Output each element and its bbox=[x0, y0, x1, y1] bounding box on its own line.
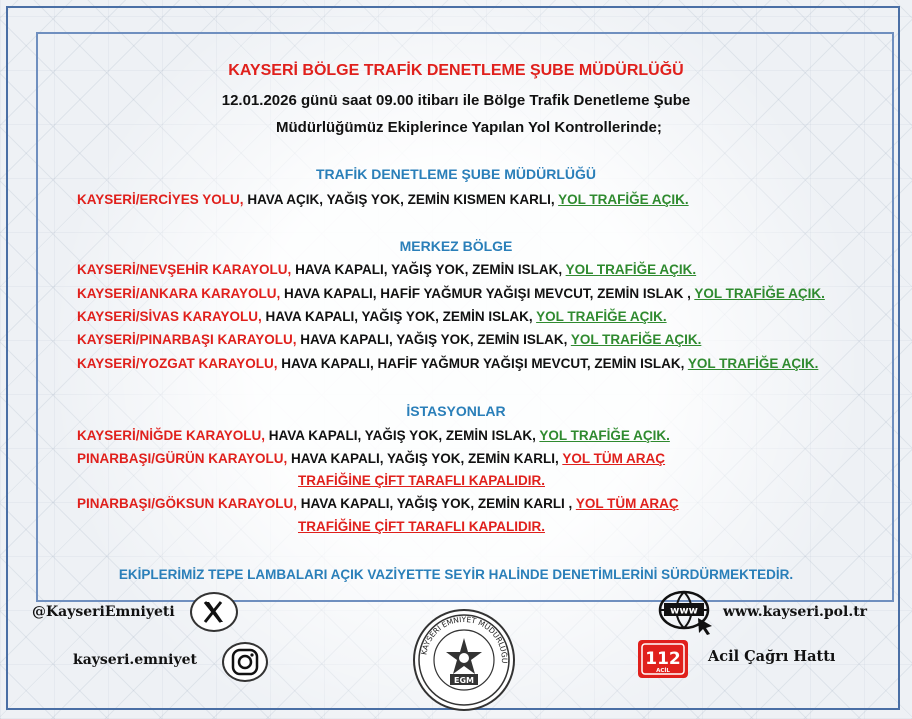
page-title: KAYSERİ BÖLGE TRAFİK DENETLEME ŞUBE MÜDÜRLÜĞÜ bbox=[228, 62, 684, 79]
closing-statement: EKİPLERİMİZ TEPE LAMBALARI AÇIK VAZİYETTE SEYİR HALİNDE DENETİMLERİNİ SÜRDÜRMEKTEDİR. bbox=[118, 567, 794, 582]
road-name: KAYSERİ/PINARBAŞI KARAYOLU, bbox=[77, 332, 297, 347]
road-name: KAYSERİ/ERCİYES YOLU, bbox=[77, 192, 244, 207]
road-status-continued: TRAFİĞİNE ÇİFT TARAFLI KAPALIDIR. bbox=[298, 473, 545, 488]
road-name: KAYSERİ/NİĞDE KARAYOLU, bbox=[77, 428, 266, 443]
road-status: YOL TRAFİĞE AÇIK. bbox=[687, 356, 819, 371]
instagram-icon[interactable] bbox=[222, 642, 268, 682]
road-row bbox=[77, 451, 665, 466]
website-link[interactable]: www.kayseri.pol.tr bbox=[723, 604, 868, 620]
www-label: www bbox=[670, 605, 698, 617]
hotline-label: Acil Çağrı Hattı bbox=[708, 648, 836, 665]
section-heading-merkez: MERKEZ BÖLGE bbox=[399, 238, 513, 254]
road-status-continued: TRAFİĞİNE ÇİFT TARAFLI KAPALIDIR. bbox=[298, 519, 545, 534]
road-name: PINARBAŞI/GÖKSUN KARAYOLU, bbox=[77, 496, 298, 511]
intro-line-2: Müdürlüğümüz Ekiplerince Yapılan Yol Kontrollerinde; bbox=[276, 119, 662, 136]
police-emblem-logo bbox=[412, 608, 516, 712]
emergency-112-icon bbox=[636, 638, 690, 682]
road-status: YOL TRAFİĞE AÇIK. bbox=[565, 262, 697, 277]
road-status: YOL TÜM ARAÇ bbox=[575, 496, 679, 511]
road-conditions: HAVA KAPALI, HAFİF YAĞMUR YAĞIŞI MEVCUT, ZEMİN ISLAK , bbox=[280, 286, 695, 301]
road-row bbox=[77, 286, 825, 301]
hotline-sub: ACİL bbox=[656, 668, 670, 674]
twitter-handle[interactable]: @KayseriEmniyeti bbox=[32, 604, 175, 620]
globe-cursor-icon[interactable] bbox=[656, 588, 716, 636]
road-conditions: HAVA KAPALI, YAĞIŞ YOK, ZEMİN ISLAK, bbox=[265, 428, 540, 443]
road-row bbox=[77, 262, 696, 277]
road-name: KAYSERİ/SİVAS KARAYOLU, bbox=[77, 309, 262, 324]
road-row-continued bbox=[298, 473, 545, 488]
road-name: KAYSERİ/NEVŞEHİR KARAYOLU, bbox=[77, 262, 292, 277]
road-status: YOL TRAFİĞE AÇIK. bbox=[558, 192, 689, 207]
road-name: KAYSERİ/ANKARA KARAYOLU, bbox=[77, 286, 281, 301]
road-name: PINARBAŞI/GÜRÜN KARAYOLU, bbox=[77, 451, 288, 466]
road-row bbox=[77, 428, 670, 443]
road-row bbox=[77, 332, 701, 347]
logo-ring-text: KAYSERİ EMNİYET MÜDÜRLÜĞÜ bbox=[419, 614, 510, 664]
section-heading-tdsm: TRAFİK DENETLEME ŞUBE MÜDÜRLÜĞÜ bbox=[316, 166, 596, 182]
road-conditions: HAVA KAPALI, YAĞIŞ YOK, ZEMİN ISLAK, bbox=[261, 309, 537, 324]
road-row bbox=[77, 192, 689, 207]
road-status: YOL TRAFİĞE AÇIK. bbox=[570, 332, 702, 347]
road-conditions: HAVA KAPALI, YAĞIŞ YOK, ZEMİN ISLAK, bbox=[291, 262, 566, 277]
section-heading-istasyonlar: İSTASYONLAR bbox=[406, 403, 506, 419]
road-name: KAYSERİ/YOZGAT KARAYOLU, bbox=[77, 356, 278, 371]
road-conditions: HAVA KAPALI, HAFİF YAĞMUR YAĞIŞI MEVCUT, ZEMİN ISLAK, bbox=[277, 356, 688, 371]
road-status: YOL TRAFİĞE AÇIK. bbox=[539, 428, 670, 443]
instagram-icon-svg bbox=[224, 644, 266, 680]
road-conditions: HAVA KAPALI, YAĞIŞ YOK, ZEMİN KARLI, bbox=[287, 451, 563, 466]
logo-egm-text: EGM bbox=[454, 676, 474, 685]
hotline-number: 112 bbox=[645, 649, 681, 669]
road-row bbox=[77, 496, 679, 511]
instagram-handle[interactable]: kayseri.emniyet bbox=[73, 652, 197, 668]
road-status: YOL TRAFİĞE AÇIK. bbox=[694, 286, 825, 301]
road-conditions: HAVA KAPALI, YAĞIŞ YOK, ZEMİN KARLI , bbox=[297, 496, 576, 511]
road-row bbox=[77, 309, 667, 324]
road-row-continued bbox=[298, 519, 545, 534]
road-conditions: HAVA AÇIK, YAĞIŞ YOK, ZEMİN KISMEN KARLI, bbox=[243, 192, 559, 207]
road-conditions: HAVA KAPALI, YAĞIŞ YOK, ZEMİN ISLAK, bbox=[296, 332, 571, 347]
road-row bbox=[77, 356, 818, 371]
road-status: YOL TÜM ARAÇ bbox=[562, 451, 666, 466]
x-twitter-icon-svg bbox=[192, 594, 236, 630]
road-status: YOL TRAFİĞE AÇIK. bbox=[536, 309, 667, 324]
x-twitter-icon[interactable] bbox=[190, 592, 238, 632]
intro-line-1: 12.01.2026 günü saat 09.00 itibarı ile Bölge Trafik Denetleme Şube bbox=[221, 92, 691, 109]
